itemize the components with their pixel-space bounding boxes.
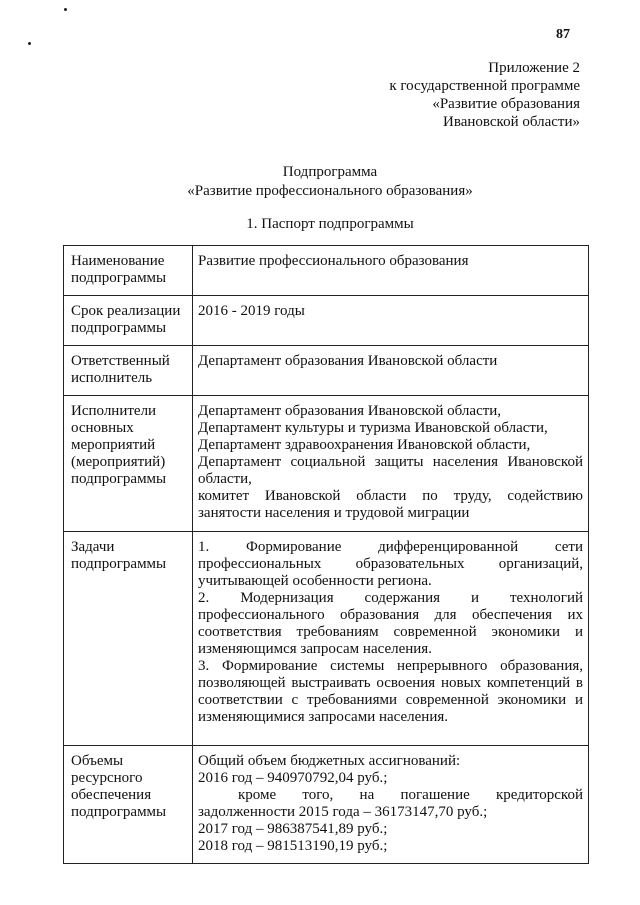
- value-line: 2016 - 2019 годы: [198, 303, 305, 319]
- value-line: Общий объем бюджетных ассигнований:: [198, 753, 461, 769]
- subprogram-title-line: «Развитие профессионального образования»: [187, 183, 473, 199]
- scan-speck: [28, 42, 31, 45]
- row-value: [193, 346, 589, 396]
- table-row: [64, 396, 589, 532]
- value-line: Департамент образования Ивановской области: [198, 353, 498, 369]
- row-label: Исполнители основных мероприятий (мероприятий) подпрограммы: [64, 396, 193, 532]
- row-value: [193, 396, 589, 532]
- row-label: Наименование подпрограммы: [64, 246, 193, 296]
- table-row: [64, 296, 589, 346]
- value-line: комитет Ивановской области по труду, содействию занятости населения и трудовой миграции: [198, 488, 583, 521]
- row-label: Задачи подпрограммы: [64, 532, 193, 746]
- table-row: [64, 532, 589, 746]
- appendix-header: [389, 59, 580, 131]
- page-number: 87: [556, 27, 570, 42]
- value-line: Департамент социальной защиты населения Ивановской области,: [198, 454, 583, 487]
- value-line: 2017 год – 986387541,89 руб.;: [198, 821, 388, 837]
- subprogram-title-line: Подпрограмма: [282, 164, 378, 180]
- value-line: Департамент образования Ивановской области,: [198, 403, 502, 419]
- value-line: 3. Формирование системы непрерывного образования, позволяющей выстраивать освоения новых компетенций в соответствии с требованиями современной экономики и изменяющимися запросами населения.: [198, 658, 583, 725]
- appendix-line: «Развитие образования: [432, 96, 580, 112]
- value-line: 2. Модернизация содержания и технологий профессионального образования для обеспечения их соответствия требованиям современной экономики и изменяющимся запросам населения.: [198, 590, 583, 657]
- table-row: [64, 746, 589, 864]
- appendix-line: Приложение 2: [488, 60, 580, 76]
- value-line: Департамент здравоохранения Ивановской области,: [198, 437, 531, 453]
- row-value: [193, 532, 589, 746]
- row-value: [193, 246, 589, 296]
- passport-table: [63, 245, 589, 864]
- value-line: Развитие профессионального образования: [198, 253, 469, 269]
- value-line: Департамент культуры и туризма Ивановской области,: [198, 420, 548, 436]
- row-label: Объемы ресурсного обеспечения подпрограммы: [64, 746, 193, 864]
- appendix-line: Ивановской области»: [443, 114, 580, 130]
- row-value: [193, 296, 589, 346]
- value-line: кроме того, на погашение кредиторской задолженности 2015 года – 36173147,70 руб.;: [198, 787, 583, 820]
- row-label: Срок реализации подпрограммы: [64, 296, 193, 346]
- value-line: 1. Формирование дифференцированной сети профессиональных образовательных организаций, учитывающей особенности региона.: [198, 539, 583, 589]
- value-line: 2018 год – 981513190,19 руб.;: [198, 838, 388, 854]
- table-row: [64, 346, 589, 396]
- value-line: 2016 год – 940970792,04 руб.;: [198, 770, 388, 786]
- scan-speck: [64, 8, 67, 11]
- table-row: [64, 246, 589, 296]
- section-title: 1. Паспорт подпрограммы: [246, 216, 414, 232]
- row-label: Ответственный исполнитель: [64, 346, 193, 396]
- subprogram-title: [0, 163, 640, 201]
- appendix-line: к государственной программе: [389, 78, 580, 94]
- row-value: [193, 746, 589, 864]
